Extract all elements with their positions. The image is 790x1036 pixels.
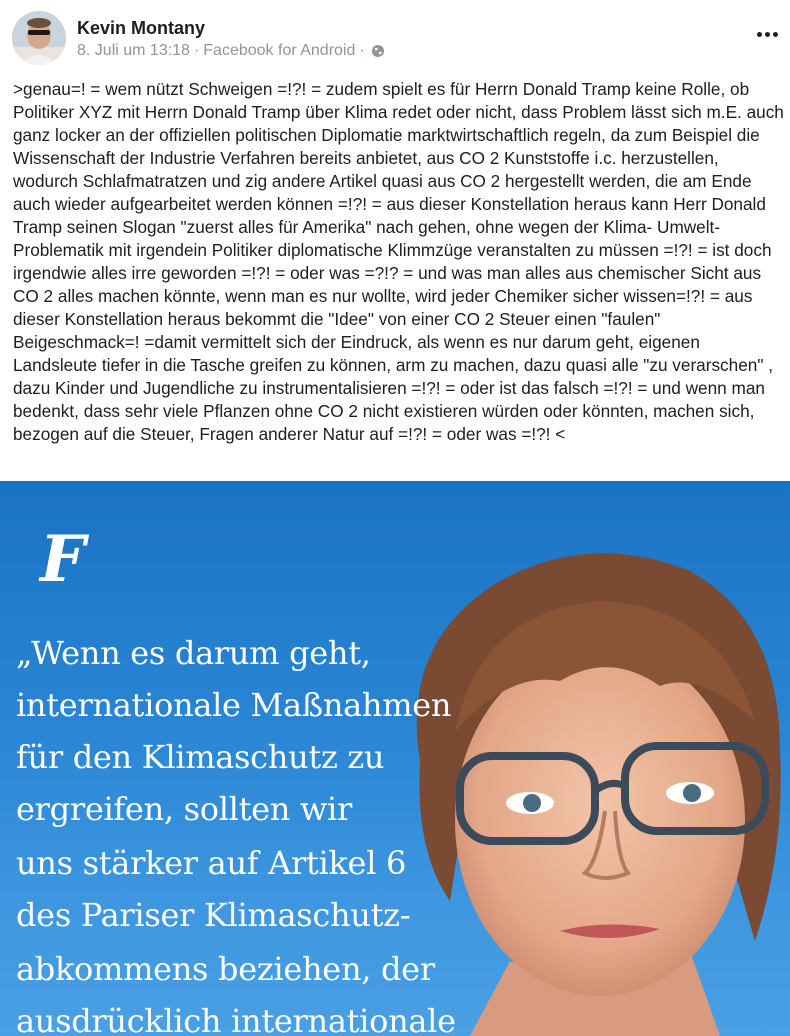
quote-line: für den Klimaschutz zu xyxy=(16,738,385,776)
more-options-button[interactable] xyxy=(750,20,784,48)
post-timestamp[interactable]: 8. Juli um 13:18 xyxy=(77,42,190,59)
post-image[interactable] xyxy=(0,481,790,1036)
quote-line: ergreifen, sollten wir xyxy=(16,790,352,828)
quote-line: uns stärker auf Artikel 6 xyxy=(16,844,407,882)
faz-logo: F xyxy=(40,522,86,597)
post-text: >genau=! = wem nützt Schweigen =!?! = zudem spielt es für Herrn Donald Tramp keine Rolle, ob Politiker XYZ mit Herrn Donald Tramp über Klima redet oder nicht, dass Problem lässt sich m.E. auch ganz locker an der offiziellen politischen Diplomatie marktwirtschaftlich regeln, da zum Beispiel die Wissenschaft der Industrie Verfahren bereits anbietet, aus CO 2 Kunststoffe i.c. herzustellen, wodurch Schlafmatratzen und zig andere Artikel quasi aus CO 2 hergestellt werden, die am Ende auch wieder aufgearbeitet werden können =!?! = aus dieser Konstellation heraus kann Herr Donald Tramp seinen Slogan "zuerst alles für Amerika" nach gehen, ohne wegen der Klima- Umwelt- Problematik mit irgendein Politiker diplomatische Klimmzüge veranstalten zu müssen =!?! = ist doch irgendwie alles irre geworden =!?! = oder was =?!? = und was man alles aus chemischer Sicht aus CO 2 alles machen könnte, wenn man es nur wollte, wird jeder Chemiker sicher wissen=!?! = aus dieser Konstellation heraus bekommt die "Idee" von einer CO 2 Steuer einen "faulen" Beigeschmack=! =damit vermittelt sich der Eindruck, als wenn es nur darum geht, eigenen Landsleute tiefer in die Tasche greifen zu können, arm zu machen, dazu quasi alle "zu verarschen" , dazu Kinder und Jugendliche zu instrumentalisieren =!?! = oder ist das falsch =!?! = und wenn man bedenkt, dass sehr viele Pflanzen ohne CO 2 nicht existieren würden oder könnten, machen sich, bezogen auf die Steuer, Fragen anderer Natur auf =!?! = oder was =!?! < xyxy=(13,79,784,444)
avatar-photo xyxy=(12,11,66,65)
post-source: Facebook for Android xyxy=(203,42,356,59)
more-dot-2 xyxy=(765,32,770,37)
author-name[interactable]: Kevin Montany xyxy=(77,18,206,38)
quote-line: „Wenn es darum geht, xyxy=(16,634,371,672)
meta-separator-2: · xyxy=(359,42,365,59)
quote-line: ausdrücklich internationale xyxy=(16,1002,456,1036)
globe-icon[interactable] xyxy=(371,44,385,58)
quote-line: internationale Maßnahmen xyxy=(16,686,452,724)
more-dot-3 xyxy=(773,32,778,37)
post-header xyxy=(0,0,790,78)
avatar[interactable] xyxy=(12,11,66,65)
quote-line: des Pariser Klimaschutz- xyxy=(16,896,411,934)
more-dots-icon xyxy=(757,32,762,37)
post-meta xyxy=(77,42,385,60)
quote-line: abkommens beziehen, der xyxy=(16,950,435,988)
meta-separator: · xyxy=(193,42,200,59)
